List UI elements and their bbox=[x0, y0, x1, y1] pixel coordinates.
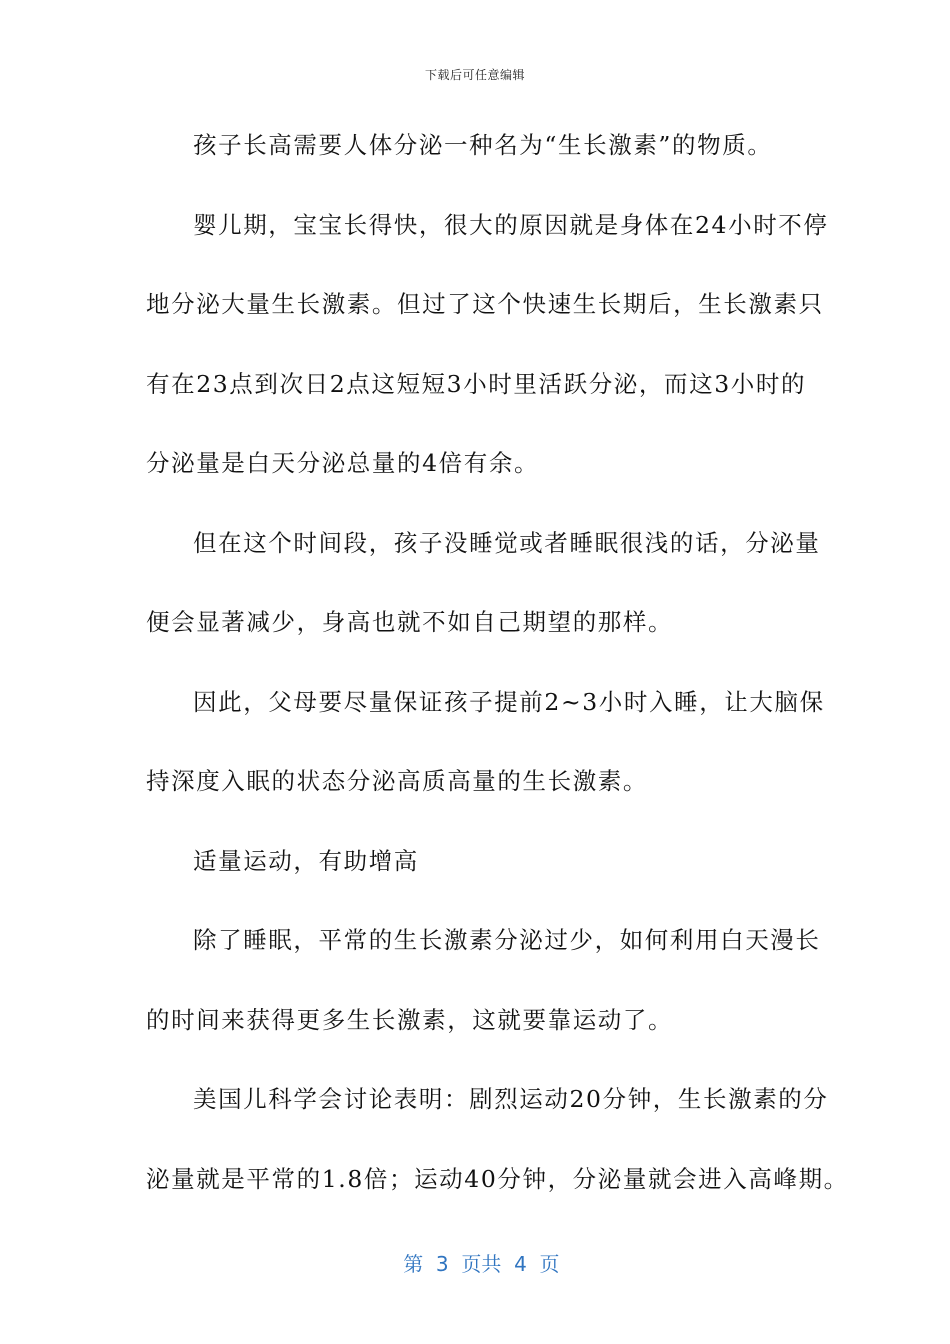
paragraph-line: 泌量就是平常的1.8倍；运动40分钟，分泌量就会进入高峰期。 bbox=[146, 1164, 849, 1193]
page-footer bbox=[0, 1224, 950, 1277]
paragraph-line: 有在23点到次日2点这短短3小时里活跃分泌，而这3小时的 bbox=[146, 369, 807, 398]
paragraph-line: 因此，父母要尽量保证孩子提前2~3小时入睡，让大脑保 bbox=[193, 687, 825, 716]
paragraph-line: 除了睡眠，平常的生长激素分泌过少，如何利用白天漫长 bbox=[193, 926, 821, 954]
paragraph-line: 美国儿科学会讨论表明：剧烈运动20分钟，生长激素的分 bbox=[193, 1085, 829, 1113]
paragraph-line: 但在这个时间段，孩子没睡觉或者睡眠很浅的话，分泌量 bbox=[193, 528, 821, 557]
paragraph-line: 的时间来获得更多生长激素，这就要靠运动了。 bbox=[146, 1005, 674, 1034]
document-body bbox=[146, 118, 849, 1231]
section-heading: 适量运动，有助增高 bbox=[193, 846, 419, 875]
page-header-note: 下载后可任意编辑 bbox=[424, 68, 525, 82]
paragraph-line: 分泌量是白天分泌总量的4倍有余。 bbox=[146, 449, 540, 477]
paragraph-line: 地分泌大量生长激素。但过了这个快速生长期后，生长激素只 bbox=[146, 290, 824, 318]
paragraph-line: 孩子长高需要人体分泌一种名为“生长激素”的物质。 bbox=[193, 131, 773, 159]
page-number-label: 第 3 页共 4 页 bbox=[403, 1252, 560, 1276]
paragraph-line: 婴儿期，宝宝长得快，很大的原因就是身体在24小时不停 bbox=[193, 210, 829, 239]
paragraph-line: 持深度入眠的状态分泌高质高量的生长激素。 bbox=[146, 767, 648, 795]
paragraph-line: 便会显著减少，身高也就不如自己期望的那样。 bbox=[146, 608, 674, 636]
